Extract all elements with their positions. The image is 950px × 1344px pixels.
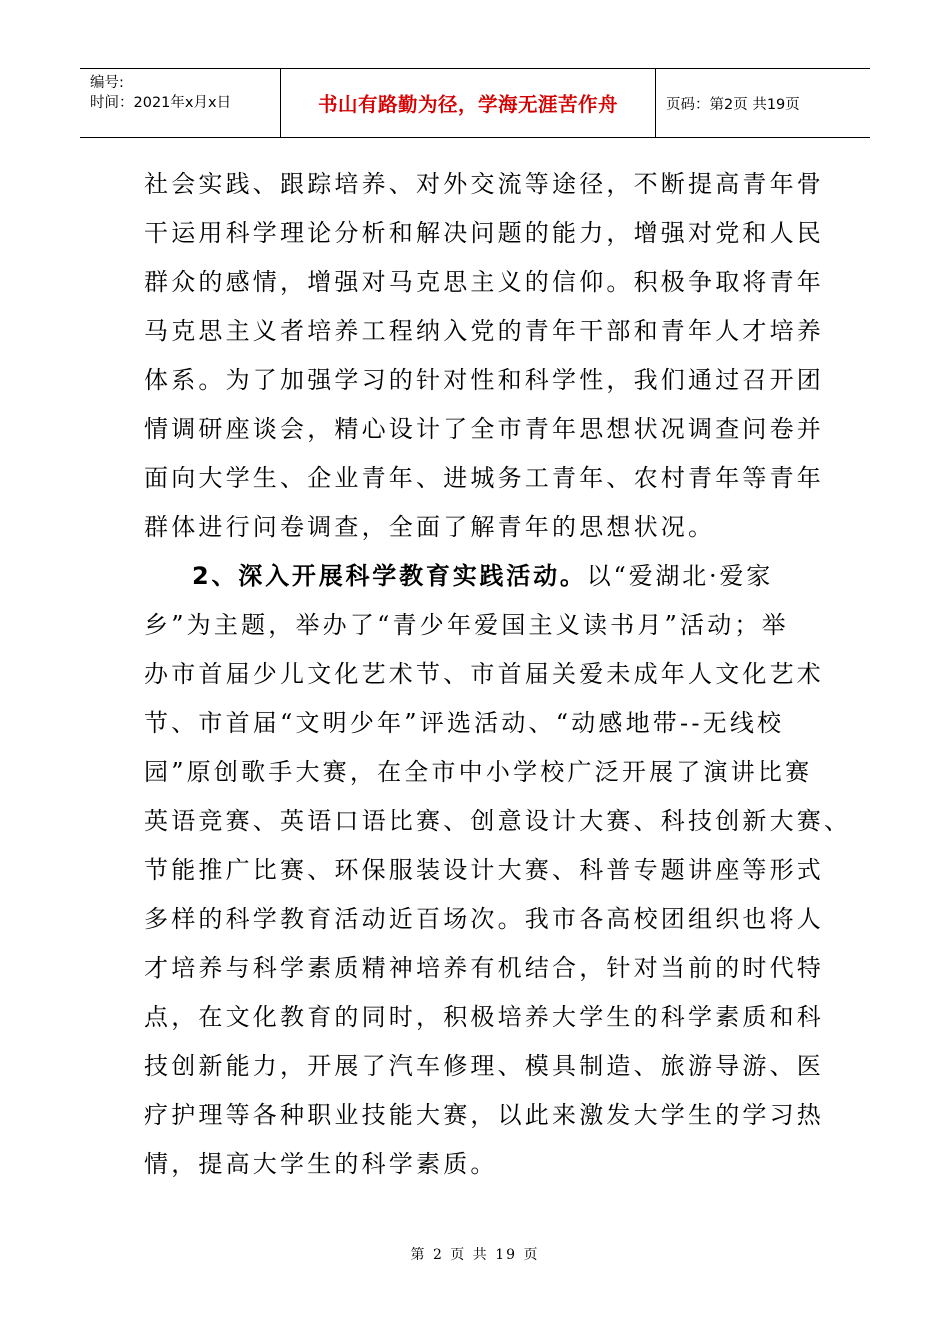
section-heading: 2、深入开展科学教育实践活动。 — [192, 562, 587, 590]
header-motto-cell — [281, 69, 656, 137]
paragraph-line: 点，在文化教育的同时，积极培养大学生的科学素质和科 — [144, 1003, 824, 1031]
paragraph-line: 社会实践、跟踪培养、对外交流等途径，不断提高青年骨 — [144, 170, 824, 198]
paragraph-line: 体系。为了加强学习的针对性和科学性，我们通过召开团 — [144, 366, 824, 394]
paragraph-line: 群体进行问卷调查，全面了解青年的思想状况。 — [144, 513, 716, 541]
page-footer: 第 2 页 共 19 页 — [410, 1247, 540, 1263]
header-motto: 书山有路勤为径，学海无涯苦作舟 — [317, 93, 618, 116]
paragraph-line: 疗护理等各种职业技能大赛，以此来激发大学生的学习热 — [144, 1101, 824, 1129]
header-meta-cell — [80, 69, 281, 137]
paragraph-line: 情，提高大学生的科学素质。 — [144, 1150, 498, 1178]
paragraph-line: 办市首届少儿文化艺术节、市首届关爱未成年人文化艺术 — [144, 660, 824, 688]
paragraph-line: 节能推广比赛、环保服装设计大赛、科普专题讲座等形式 — [144, 856, 824, 884]
paragraph-line: 园”原创歌手大赛，在全市中小学校广泛开展了演讲比赛 — [144, 758, 813, 786]
paragraph-line: 情调研座谈会，精心设计了全市青年思想状况调查问卷并 — [144, 415, 824, 443]
paragraph-line: 节、市首届“文明少年”评选活动、“动感地带--无线校 — [144, 709, 785, 737]
paragraph-line: 乡”为主题，举办了“青少年爱国主义读书月”活动；举 — [144, 611, 789, 639]
paragraph-line: 马克思主义者培养工程纳入党的青年干部和青年人才培养 — [144, 317, 824, 345]
paragraph-line: 才培养与科学素质精神培养有机结合，针对当前的时代特 — [144, 954, 824, 982]
paragraph-heading-line — [144, 552, 824, 601]
paragraph-line: 干运用科学理论分析和解决问题的能力，增强对党和人民 — [144, 219, 824, 247]
paragraph-line: 面向大学生、企业青年、进城务工青年、农村青年等青年 — [144, 464, 824, 492]
paragraph-1 — [144, 160, 824, 552]
paragraph-line: 英语竞赛、英语口语比赛、创意设计大赛、科技创新大赛、 — [144, 807, 852, 835]
header-page-cell — [656, 69, 870, 137]
paragraph-2 — [144, 552, 852, 1189]
page-header — [80, 68, 870, 138]
document-number-label: 编号: — [90, 75, 124, 91]
paragraph-line: 技创新能力，开展了汽车修理、模具制造、旅游导游、医 — [144, 1052, 824, 1080]
paragraph-line: 群众的感情，增强对马克思主义的信仰。积极争取将青年 — [144, 268, 824, 296]
paragraph-line: 多样的科学教育活动近百场次。我市各高校团组织也将人 — [144, 905, 824, 933]
header-page-info: 页码：第2页 共19页 — [666, 96, 800, 113]
paragraph-line-rest: 以“爱湖北·爱家 — [586, 562, 774, 590]
document-body — [144, 160, 852, 1189]
document-time-label: 时间：2021年x月x日 — [90, 95, 232, 111]
